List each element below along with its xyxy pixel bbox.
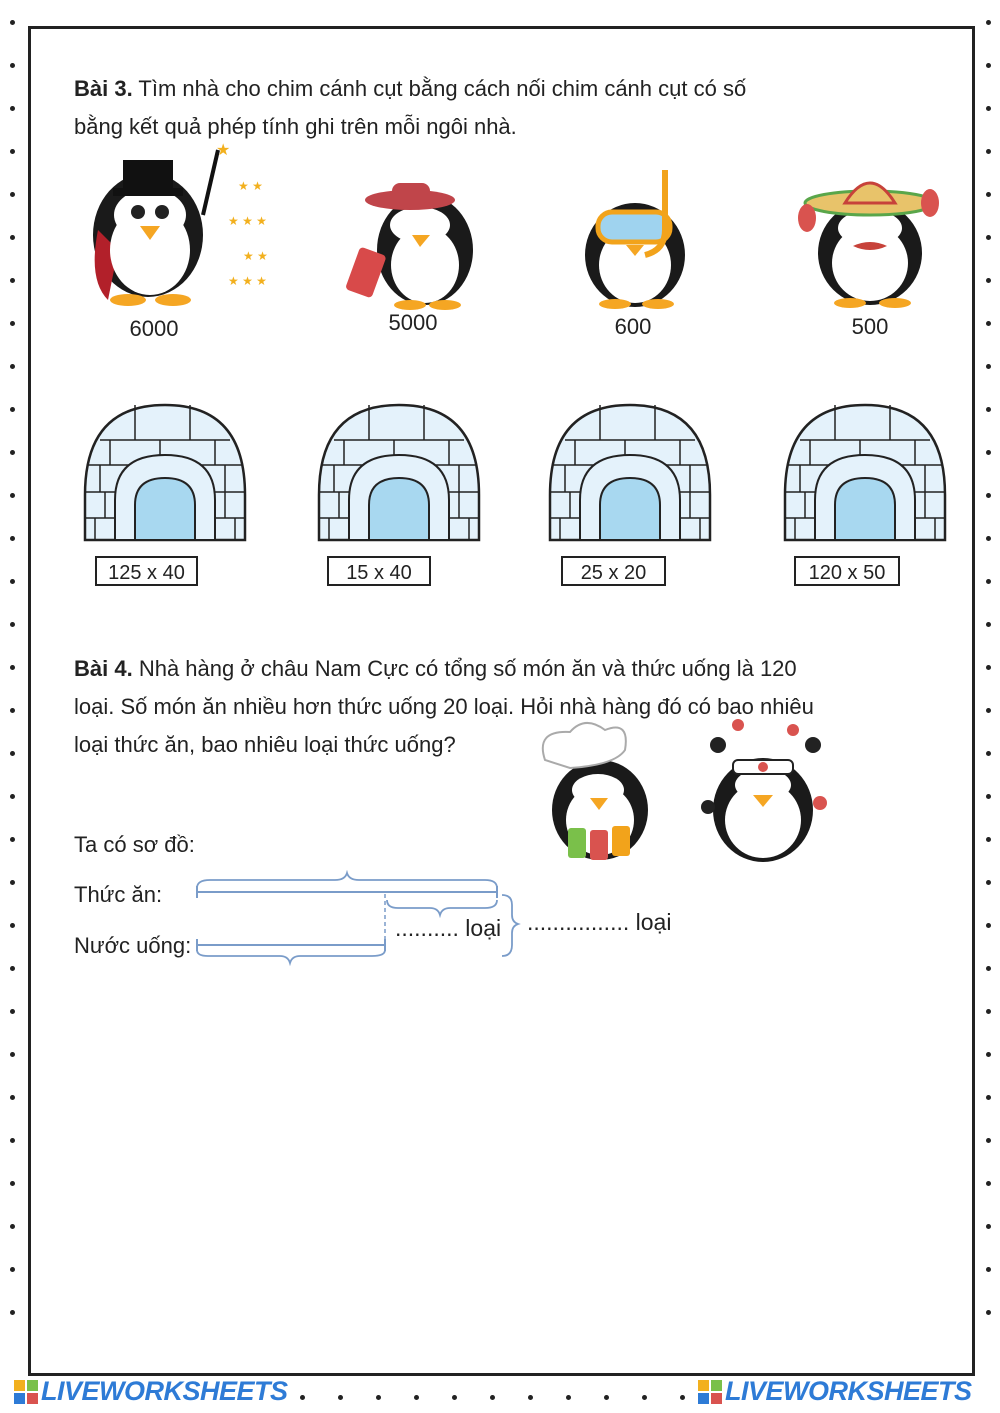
bai3-prompt xyxy=(74,70,934,146)
binder-dot xyxy=(986,1181,991,1186)
binder-dot xyxy=(490,1395,495,1400)
binder-dot xyxy=(986,880,991,885)
binder-dot xyxy=(10,192,15,197)
binder-dot xyxy=(414,1395,419,1400)
bai4-text-line2: loại. Số món ăn nhiều hơn thức uống 20 loại. Hỏi nhà hàng đó có bao nhiêu xyxy=(74,694,814,719)
binder-dot xyxy=(986,106,991,111)
binder-dot xyxy=(10,364,15,369)
sushi-chef-penguin-icon xyxy=(688,715,838,865)
binder-dot xyxy=(10,923,15,928)
binder-dot xyxy=(528,1395,533,1400)
binder-dot xyxy=(10,837,15,842)
logo-right-text: LIVEWORKSHEETS xyxy=(725,1376,972,1406)
penguin-value-2: 5000 xyxy=(388,310,438,335)
liveworksheets-mark-icon xyxy=(698,1380,722,1404)
binder-dot xyxy=(10,493,15,498)
binder-dot xyxy=(10,751,15,756)
magician-penguin-icon[interactable] xyxy=(78,140,303,310)
binder-dot xyxy=(986,63,991,68)
binder-dot xyxy=(986,235,991,240)
binder-dot xyxy=(10,278,15,283)
binder-dot xyxy=(10,235,15,240)
binder-dot xyxy=(566,1395,571,1400)
binder-dot xyxy=(986,450,991,455)
binder-dot xyxy=(10,708,15,713)
diagram-intro: Ta có sơ đồ: xyxy=(74,832,195,857)
igloo-icon[interactable] xyxy=(545,400,715,545)
binder-dot xyxy=(986,149,991,154)
binder-dot xyxy=(10,1267,15,1272)
svg-text:★ ★: ★ ★ xyxy=(238,179,263,193)
igloo-expression-3: 25 x 20 xyxy=(561,556,666,586)
binder-dot xyxy=(376,1395,381,1400)
bai3-label: Bài 3. xyxy=(74,76,133,101)
penguin-value-3: 600 xyxy=(614,314,652,339)
binder-dot xyxy=(10,1052,15,1057)
bai3-text-line1: Tìm nhà cho chim cánh cụt bằng cách nối chim cánh cụt có số xyxy=(138,76,747,101)
liveworksheets-logo-right xyxy=(698,1376,972,1407)
binder-dot xyxy=(986,923,991,928)
cowboy-penguin-icon[interactable] xyxy=(340,175,490,310)
drink-label: Nước uống: xyxy=(74,933,192,958)
binder-dot xyxy=(452,1395,457,1400)
binder-dot xyxy=(986,794,991,799)
binder-dot xyxy=(986,1009,991,1014)
igloo-expression-1: 125 x 40 xyxy=(95,556,198,586)
binder-dot xyxy=(10,536,15,541)
binder-dot xyxy=(642,1395,647,1400)
binder-dot xyxy=(986,1052,991,1057)
penguin-value-4: 500 xyxy=(851,314,889,339)
bai4-text-line1: Nhà hàng ở châu Nam Cực có tổng số món ăn và thức uống là 120 xyxy=(138,656,797,681)
binder-dot xyxy=(986,579,991,584)
binder-dot xyxy=(986,278,991,283)
logo-left-text: LIVEWORKSHEETS xyxy=(41,1376,288,1406)
difference-answer[interactable]: .......... loại xyxy=(395,915,502,941)
binder-dot xyxy=(300,1395,305,1400)
binder-dot xyxy=(986,1310,991,1315)
binder-dot xyxy=(986,665,991,670)
sombrero-penguin-icon[interactable] xyxy=(795,168,945,308)
binder-dot xyxy=(10,579,15,584)
binder-dot xyxy=(986,708,991,713)
binder-dot xyxy=(986,20,991,25)
binder-dot xyxy=(986,321,991,326)
binder-dot xyxy=(986,751,991,756)
svg-text:★ ★: ★ ★ xyxy=(243,249,268,263)
binder-dot xyxy=(10,966,15,971)
igloo-icon[interactable] xyxy=(80,400,250,545)
binder-dot xyxy=(986,536,991,541)
binder-dots-left xyxy=(10,0,20,1413)
binder-dot xyxy=(986,622,991,627)
binder-dot xyxy=(338,1395,343,1400)
binder-dot xyxy=(986,1224,991,1229)
bai4-label: Bài 4. xyxy=(74,656,133,681)
binder-dot xyxy=(604,1395,609,1400)
binder-dot xyxy=(986,192,991,197)
binder-dot xyxy=(986,1267,991,1272)
svg-text:★: ★ xyxy=(216,142,231,159)
svg-text:★ ★ ★: ★ ★ ★ xyxy=(228,214,267,228)
igloo-expression-4: 120 x 50 xyxy=(794,556,900,586)
total-answer[interactable]: ................ loại xyxy=(527,909,672,935)
igloo-icon[interactable] xyxy=(314,400,484,545)
binder-dot xyxy=(986,493,991,498)
binder-dot xyxy=(10,794,15,799)
liveworksheets-mark-icon xyxy=(14,1380,38,1404)
binder-dot xyxy=(10,450,15,455)
binder-dot xyxy=(986,966,991,971)
binder-dot xyxy=(10,321,15,326)
binder-dot xyxy=(10,622,15,627)
binder-dot xyxy=(10,1181,15,1186)
binder-dot xyxy=(680,1395,685,1400)
binder-dot xyxy=(986,1138,991,1143)
bai4-text-line3: loại thức ăn, bao nhiêu loại thức uống? xyxy=(74,732,456,757)
igloo-icon[interactable] xyxy=(780,400,950,545)
penguin-value-1: 6000 xyxy=(129,316,179,341)
binder-dot xyxy=(10,1009,15,1014)
binder-dots-right xyxy=(986,0,996,1413)
binder-dot xyxy=(986,407,991,412)
snorkel-penguin-icon[interactable] xyxy=(580,160,700,310)
bai3-text-line2: bằng kết quả phép tính ghi trên mỗi ngôi nhà. xyxy=(74,114,517,139)
svg-text:★ ★ ★: ★ ★ ★ xyxy=(228,274,267,288)
chef-penguin-icon xyxy=(530,720,655,865)
binder-dot xyxy=(10,1224,15,1229)
igloo-expression-2: 15 x 40 xyxy=(327,556,431,586)
binder-dot xyxy=(10,63,15,68)
binder-dot xyxy=(986,364,991,369)
binder-dot xyxy=(10,20,15,25)
binder-dot xyxy=(10,1095,15,1100)
binder-dot xyxy=(986,1095,991,1100)
food-label: Thức ăn: xyxy=(74,882,163,907)
binder-dot xyxy=(10,880,15,885)
binder-dot xyxy=(986,837,991,842)
binder-dot xyxy=(10,665,15,670)
binder-dot xyxy=(10,407,15,412)
binder-dot xyxy=(10,1310,15,1315)
binder-dot xyxy=(10,149,15,154)
binder-dot xyxy=(10,1138,15,1143)
binder-dot xyxy=(10,106,15,111)
liveworksheets-logo-left xyxy=(14,1376,288,1407)
